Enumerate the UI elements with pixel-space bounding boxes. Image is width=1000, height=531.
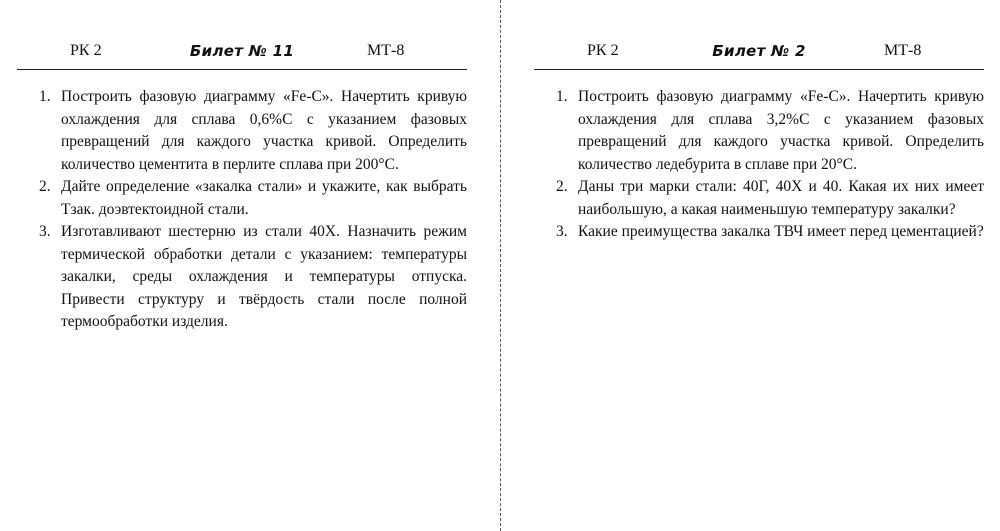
cut-line-divider: [500, 0, 501, 531]
question-text: Построить фазовую диаграмму «Fe-C». Начертить кривую охлаждения для сплава 3,2%С с указанием фазовых превращений для каждого участка кривой. Определить количество ледебурита в сплаве при 20°С.: [578, 88, 984, 173]
question-number: 2.: [39, 178, 51, 195]
question-number: 1.: [556, 88, 568, 105]
question-item: [17, 176, 467, 221]
question-number: 1.: [39, 88, 51, 105]
question-list: [17, 86, 467, 334]
question-text: Изготавливают шестерню из стали 40Х. Назначить режим термической обработки детали с указанием: температуры закалки, среды охлаждения и температуры отпуска. Привести структуру и твёрдость стали после полной термообработки изделия.: [61, 223, 467, 330]
question-item: [534, 221, 984, 244]
question-text: Даны три марки стали: 40Г, 40Х и 40. Какая их них имеет наибольшую, а какая наименьшую температуру закалки?: [578, 178, 984, 218]
question-text: Какие преимущества закалка ТВЧ имеет перед цементацией?: [578, 223, 984, 240]
question-item: [17, 221, 467, 334]
ticket-header: [534, 0, 984, 70]
question-number: 2.: [556, 178, 568, 195]
ticket-title: Билет № 11: [189, 42, 295, 60]
question-text: Дайте определение «закалка стали» и укажите, как выбрать Тзак. доэвтектоидной стали.: [61, 178, 467, 218]
group-label: МТ-8: [884, 42, 922, 59]
ticket-left: [17, 0, 467, 334]
question-item: [17, 86, 467, 176]
question-number: 3.: [556, 223, 568, 240]
question-item: [534, 176, 984, 221]
control-label: РК 2: [70, 42, 102, 59]
question-number: 3.: [39, 223, 51, 240]
control-label: РК 2: [587, 42, 619, 59]
question-text: Построить фазовую диаграмму «Fe-C». Начертить кривую охлаждения для сплава 0,6%С с указанием фазовых превращений для каждого участка кривой. Определить количество цементита в перлите сплава при 200°С.: [61, 88, 467, 173]
question-item: [534, 86, 984, 176]
ticket-right: [534, 0, 984, 244]
ticket-header: [17, 0, 467, 70]
ticket-title: Билет № 2: [712, 42, 806, 60]
question-list: [534, 86, 984, 244]
group-label: МТ-8: [367, 42, 405, 59]
